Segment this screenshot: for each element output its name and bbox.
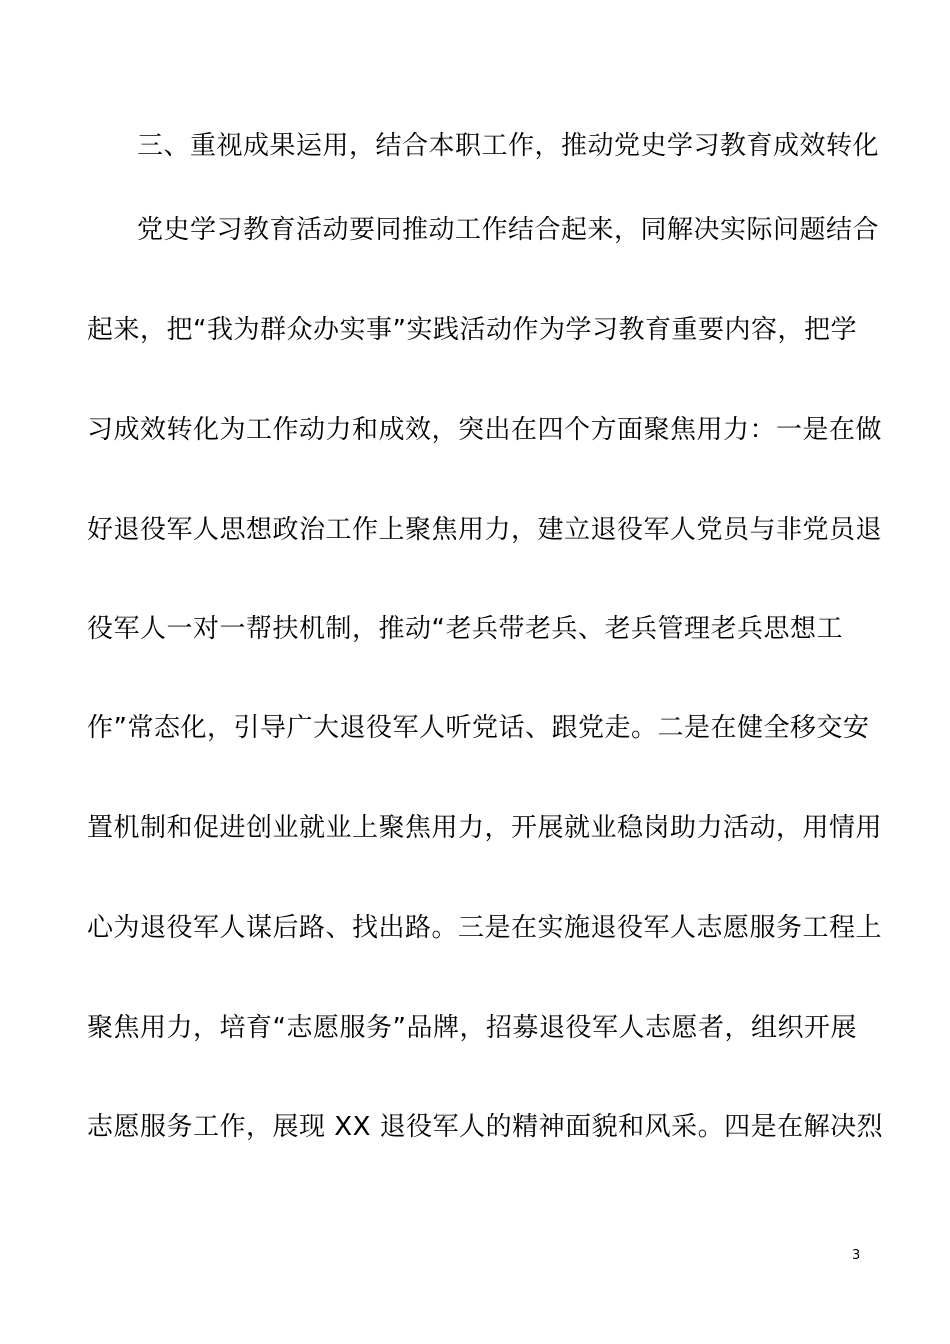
paragraph-line: 志愿服务工作，展现 XX 退役军人的精神面貌和风采。四是在解决烈 <box>87 1112 884 1142</box>
paragraph-line: 好退役军人思想政治工作上聚焦用力，建立退役军人党员与非党员退 <box>87 515 883 545</box>
paragraph-line: 起来，把“我为群众办实事”实践活动作为学习教育重要内容，把学 <box>87 315 857 345</box>
page-number: 3 <box>852 1248 861 1263</box>
paragraph-line: 心为退役军人谋后路、找出路。三是在实施退役军人志愿服务工程上 <box>87 913 883 943</box>
paragraph-line: 作”常态化，引导广大退役军人听党话、跟党走。二是在健全移交安 <box>87 713 870 743</box>
paragraph-line: 聚焦用力，培育“志愿服务”品牌，招募退役军人志愿者，组织开展 <box>87 1013 857 1043</box>
paragraph-line: 置机制和促进创业就业上聚焦用力，开展就业稳岗助力活动，用情用 <box>87 813 883 843</box>
paragraph-line: 役军人一对一帮扶机制，推动“老兵带老兵、老兵管理老兵思想工 <box>87 614 843 644</box>
paragraph-line: 习成效转化为工作动力和成效，突出在四个方面聚焦用力：一是在做 <box>87 415 883 445</box>
section-heading: 三、重视成果运用，结合本职工作，推动党史学习教育成效转化 <box>137 131 880 161</box>
paragraph-line: 党史学习教育活动要同推动工作结合起来，同解决实际问题结合 <box>137 215 880 245</box>
